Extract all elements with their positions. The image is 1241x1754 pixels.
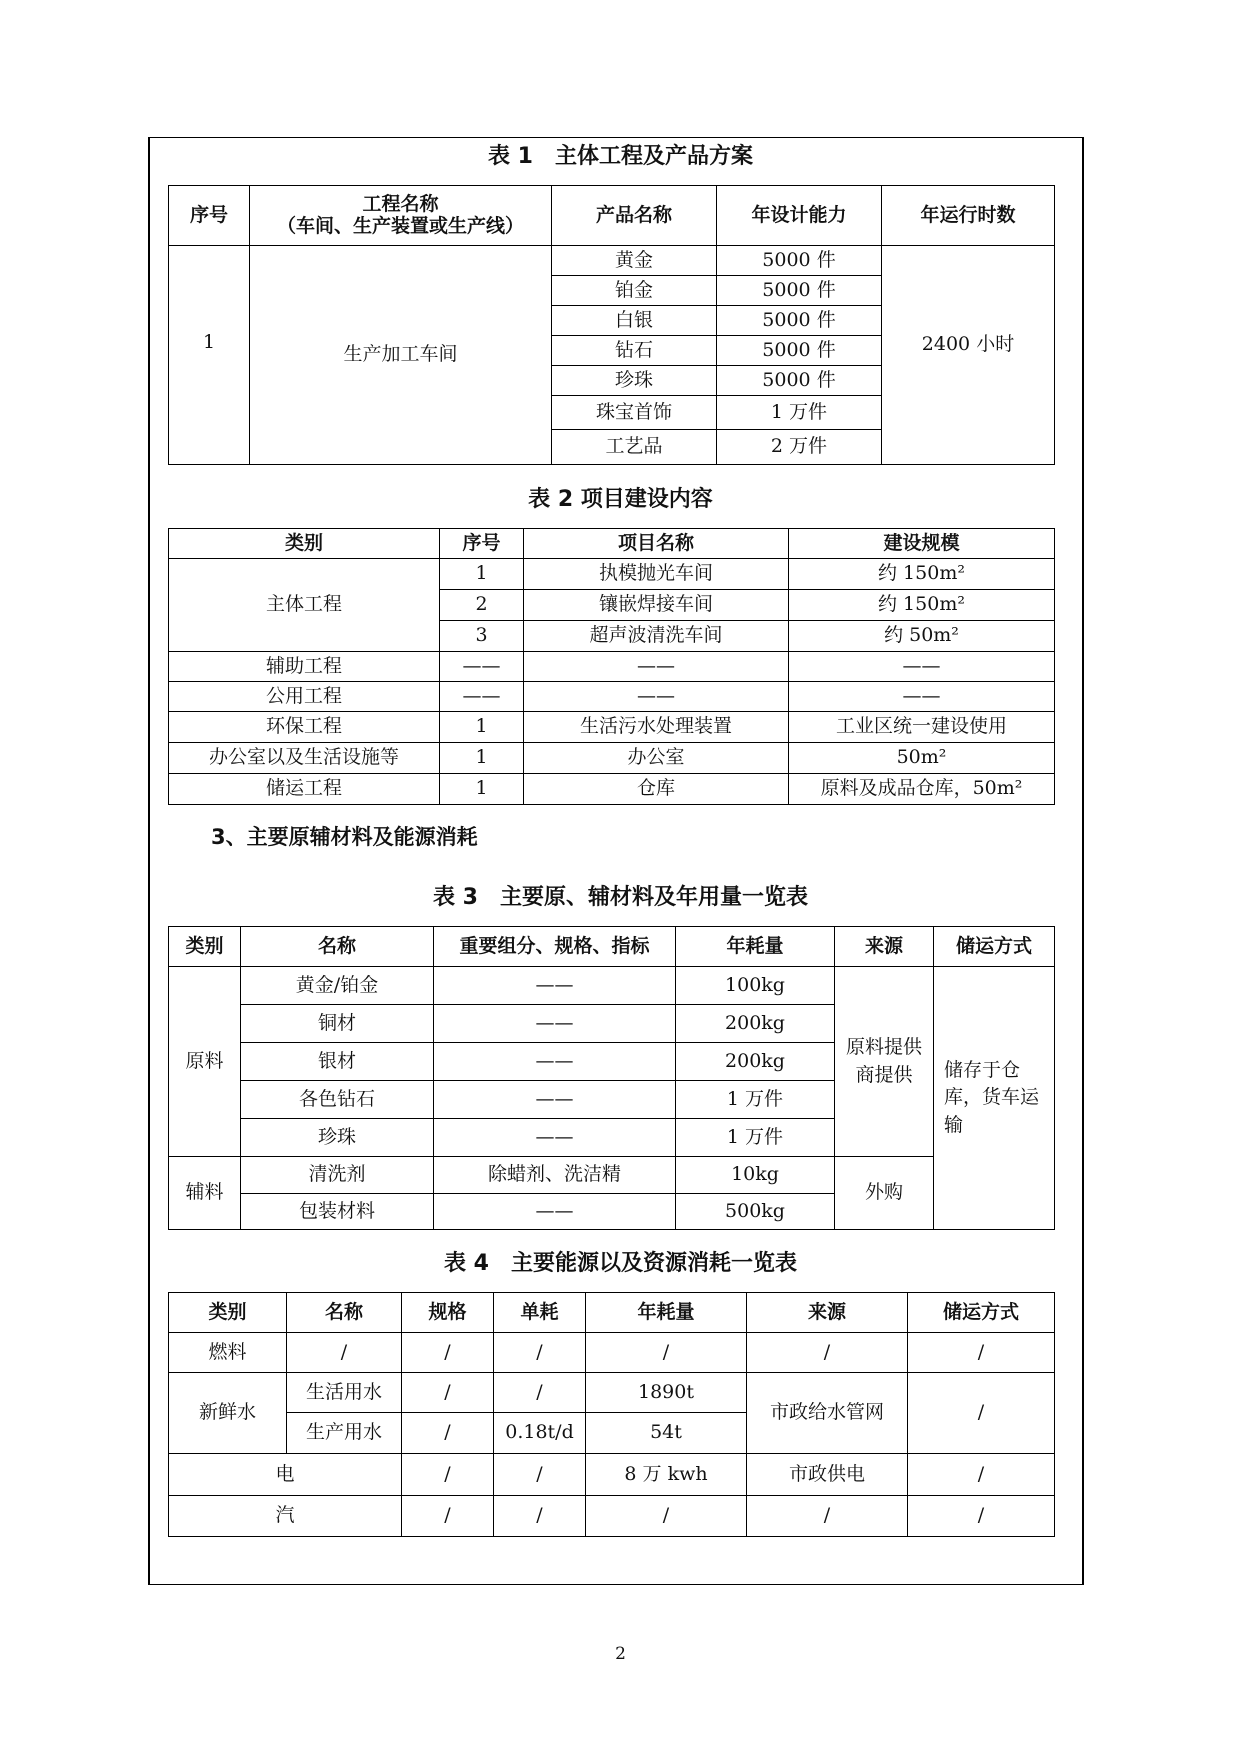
table1-workshop: 生产加工车间 bbox=[250, 246, 552, 465]
table1-hours bbox=[882, 246, 1055, 465]
table1-header-product: 产品名称 bbox=[552, 186, 717, 246]
table2-category: 环保工程 bbox=[169, 712, 440, 743]
table1-product-name: 珠宝首饰 bbox=[552, 396, 717, 430]
table3-header-category: 类别 bbox=[169, 927, 241, 967]
table2-scale: 约 50m² bbox=[789, 621, 1055, 652]
table2-seq: 1 bbox=[440, 559, 524, 590]
table4-unit: / bbox=[494, 1454, 586, 1496]
table2-category: 公用工程 bbox=[169, 682, 440, 712]
table3-header-annual: 年耗量 bbox=[676, 927, 835, 967]
table2-scale: 工业区统一建设使用 bbox=[789, 712, 1055, 743]
table3-name: 黄金/铂金 bbox=[241, 967, 434, 1005]
table2-scale: 50m² bbox=[789, 743, 1055, 774]
table4-source: / bbox=[747, 1333, 908, 1373]
table3-name: 清洗剂 bbox=[241, 1157, 434, 1194]
table1-caption: 表 1 主体工程及产品方案 bbox=[488, 144, 753, 169]
table4-caption: 表 4 主要能源以及资源消耗一览表 bbox=[444, 1251, 797, 1276]
table1-product-capacity: 2 万件 bbox=[717, 430, 882, 465]
table4-source: / bbox=[747, 1496, 908, 1537]
table1-product-capacity: 5000 件 bbox=[717, 366, 882, 396]
table3-name: 珍珠 bbox=[241, 1119, 434, 1157]
table1-header-name-line2: （车间、生产装置或生产线） bbox=[276, 214, 524, 237]
table2-scale: 约 150m² bbox=[789, 590, 1055, 621]
table3-spec: —— bbox=[434, 1119, 676, 1157]
table3-spec: —— bbox=[434, 1005, 676, 1043]
table4-header-spec: 规格 bbox=[402, 1293, 494, 1333]
table1-seq-text: 1 bbox=[202, 331, 216, 353]
table1-header-seq: 序号 bbox=[169, 186, 250, 246]
table4-category: 新鲜水 bbox=[169, 1373, 287, 1454]
table4-header-unit: 单耗 bbox=[494, 1293, 586, 1333]
table2-header-name: 项目名称 bbox=[524, 529, 789, 559]
table3-spec: 除蜡剂、洗洁精 bbox=[434, 1157, 676, 1194]
table4-unit: / bbox=[494, 1373, 586, 1413]
table4-spec: / bbox=[402, 1496, 494, 1537]
table4-header-storage: 储运方式 bbox=[908, 1293, 1055, 1333]
table1-product-name: 黄金 bbox=[552, 246, 717, 276]
table4-spec: / bbox=[402, 1413, 494, 1454]
table4-annual: / bbox=[586, 1333, 747, 1373]
table3-header-source: 来源 bbox=[835, 927, 934, 967]
table3-annual: 1 万件 bbox=[676, 1081, 835, 1119]
table3-annual: 1 万件 bbox=[676, 1119, 835, 1157]
table4-storage: / bbox=[908, 1333, 1055, 1373]
table4-source: 市政给水管网 bbox=[747, 1373, 908, 1454]
table3-spec: —— bbox=[434, 1081, 676, 1119]
table3-annual: 100kg bbox=[676, 967, 835, 1005]
table4-annual: 8 万 kwh bbox=[586, 1454, 747, 1496]
table4-unit: 0.18t/d bbox=[494, 1413, 586, 1454]
table1-product-name: 钻石 bbox=[552, 336, 717, 366]
table4-storage: / bbox=[908, 1373, 1055, 1454]
table4-header-name: 名称 bbox=[287, 1293, 402, 1333]
table4-header-category: 类别 bbox=[169, 1293, 287, 1333]
table1-seq bbox=[169, 246, 250, 465]
table3-name: 各色钻石 bbox=[241, 1081, 434, 1119]
table4-storage: / bbox=[908, 1496, 1055, 1537]
table4-header-source: 来源 bbox=[747, 1293, 908, 1333]
table3-category-raw: 原料 bbox=[169, 967, 241, 1157]
table1-product-capacity: 5000 件 bbox=[717, 306, 882, 336]
table2-seq: 3 bbox=[440, 621, 524, 652]
table2-seq: 2 bbox=[440, 590, 524, 621]
table4-storage: / bbox=[908, 1454, 1055, 1496]
table4-spec: / bbox=[402, 1333, 494, 1373]
table2-name: 镶嵌焊接车间 bbox=[524, 590, 789, 621]
table2-category: 主体工程 bbox=[169, 559, 440, 652]
table2-name: 超声波清洗车间 bbox=[524, 621, 789, 652]
table3-header-storage: 储运方式 bbox=[934, 927, 1055, 967]
table3-caption: 表 3 主要原、辅材料及年用量一览表 bbox=[433, 885, 808, 910]
table3-name: 铜材 bbox=[241, 1005, 434, 1043]
table4-name: / bbox=[287, 1333, 402, 1373]
table2-name: —— bbox=[524, 652, 789, 682]
table3-source-aux: 外购 bbox=[835, 1157, 934, 1230]
table2-seq: 1 bbox=[440, 743, 524, 774]
table2-header-seq: 序号 bbox=[440, 529, 524, 559]
table1-product-capacity: 5000 件 bbox=[717, 246, 882, 276]
table1-product-name: 工艺品 bbox=[552, 430, 717, 465]
table3-spec: —— bbox=[434, 1043, 676, 1081]
table1-header-name-line1: 工程名称 bbox=[362, 192, 439, 215]
section-heading: 3、主要原辅材料及能源消耗 bbox=[211, 825, 478, 849]
table4-name: 生活用水 bbox=[287, 1373, 402, 1413]
table2-seq: —— bbox=[440, 682, 524, 712]
table4-spec: / bbox=[402, 1373, 494, 1413]
table4-category: 电 bbox=[169, 1454, 402, 1496]
table2-seq: 1 bbox=[440, 774, 524, 805]
table1-product-capacity: 5000 件 bbox=[717, 276, 882, 306]
table2-category: 辅助工程 bbox=[169, 652, 440, 682]
table4-header-annual: 年耗量 bbox=[586, 1293, 747, 1333]
table3-category-aux: 辅料 bbox=[169, 1157, 241, 1230]
table1-header-capacity: 年设计能力 bbox=[717, 186, 882, 246]
table2-header-scale: 建设规模 bbox=[789, 529, 1055, 559]
table3-header-spec: 重要组分、规格、指标 bbox=[434, 927, 676, 967]
table1-product-capacity: 1 万件 bbox=[717, 396, 882, 430]
table2-category: 储运工程 bbox=[169, 774, 440, 805]
table4-category: 燃料 bbox=[169, 1333, 287, 1373]
table3-annual: 10kg bbox=[676, 1157, 835, 1194]
table4-annual: 1890t bbox=[586, 1373, 747, 1413]
table3 bbox=[168, 926, 1055, 1230]
table4-source: 市政供电 bbox=[747, 1454, 908, 1496]
table2-name: 仓库 bbox=[524, 774, 789, 805]
page-number: 2 bbox=[615, 1644, 626, 1664]
table1-product-name: 珍珠 bbox=[552, 366, 717, 396]
table2-seq: 1 bbox=[440, 712, 524, 743]
table3-spec: —— bbox=[434, 1194, 676, 1230]
table1-product-capacity: 5000 件 bbox=[717, 336, 882, 366]
table3-annual: 200kg bbox=[676, 1043, 835, 1081]
table1-hours-text: 2400 小时 bbox=[921, 333, 1015, 355]
table3-name: 银材 bbox=[241, 1043, 434, 1081]
table4-category: 汽 bbox=[169, 1496, 402, 1537]
table1-header-name bbox=[250, 186, 552, 246]
table2-scale: 原料及成品仓库，50m² bbox=[789, 774, 1055, 805]
table2-scale: —— bbox=[789, 682, 1055, 712]
table1-header-hours: 年运行时数 bbox=[882, 186, 1055, 246]
table3-annual: 500kg bbox=[676, 1194, 835, 1230]
table2-caption: 表 2 项目建设内容 bbox=[528, 487, 713, 512]
table4 bbox=[168, 1292, 1055, 1537]
table1 bbox=[168, 185, 1055, 465]
table2-name: —— bbox=[524, 682, 789, 712]
table4-name: 生产用水 bbox=[287, 1413, 402, 1454]
table2-name: 生活污水处理装置 bbox=[524, 712, 789, 743]
table4-unit: / bbox=[494, 1496, 586, 1537]
table4-annual: 54t bbox=[586, 1413, 747, 1454]
table3-annual: 200kg bbox=[676, 1005, 835, 1043]
table2-name: 办公室 bbox=[524, 743, 789, 774]
table4-spec: / bbox=[402, 1454, 494, 1496]
table1-product-name: 铂金 bbox=[552, 276, 717, 306]
table2-header-category: 类别 bbox=[169, 529, 440, 559]
table3-spec: —— bbox=[434, 967, 676, 1005]
table2-seq: —— bbox=[440, 652, 524, 682]
table1-product-name: 白银 bbox=[552, 306, 717, 336]
table4-unit: / bbox=[494, 1333, 586, 1373]
table2-category: 办公室以及生活设施等 bbox=[169, 743, 440, 774]
table3-storage: 储存于仓库，货车运输 bbox=[934, 967, 1055, 1230]
table2 bbox=[168, 528, 1055, 805]
table2-scale: —— bbox=[789, 652, 1055, 682]
table4-annual: / bbox=[586, 1496, 747, 1537]
table3-source-raw: 原料提供商提供 bbox=[835, 967, 934, 1157]
table3-name: 包装材料 bbox=[241, 1194, 434, 1230]
table3-header-name: 名称 bbox=[241, 927, 434, 967]
table2-name: 执模抛光车间 bbox=[524, 559, 789, 590]
table2-scale: 约 150m² bbox=[789, 559, 1055, 590]
